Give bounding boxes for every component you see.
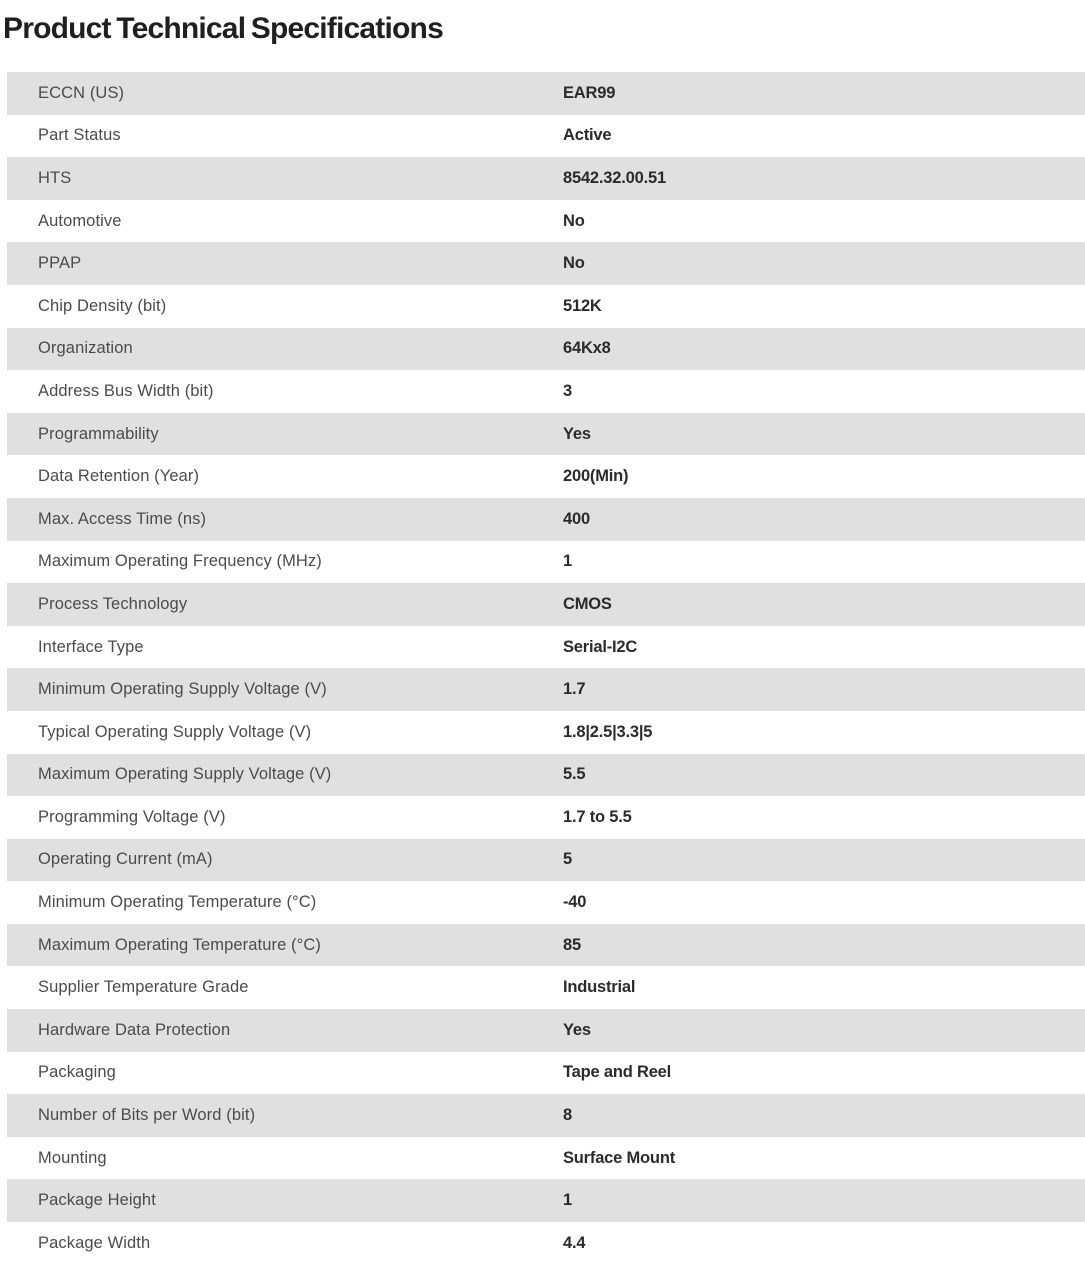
spec-row (7, 583, 1085, 626)
spec-value: 1 (563, 552, 572, 571)
spec-row (7, 370, 1085, 413)
spec-value: 85 (563, 935, 581, 954)
spec-value: EAR99 (563, 83, 616, 102)
spec-label: Typical Operating Supply Voltage (V) (38, 722, 312, 741)
spec-label: Programming Voltage (V) (38, 807, 226, 826)
spec-label: Number of Bits per Word (bit) (38, 1106, 256, 1125)
spec-row (7, 711, 1085, 754)
spec-row (7, 881, 1085, 924)
spec-label: Maximum Operating Temperature (°C) (38, 935, 321, 954)
spec-row (7, 1137, 1085, 1180)
spec-row (7, 1179, 1085, 1222)
spec-label: Supplier Temperature Grade (38, 978, 249, 997)
spec-value: No (563, 254, 585, 273)
spec-row (7, 157, 1085, 200)
spec-label: Part Status (38, 126, 121, 145)
spec-value: Yes (563, 424, 591, 443)
spec-row (7, 1094, 1085, 1137)
spec-label: Address Bus Width (bit) (38, 381, 214, 400)
spec-row (7, 200, 1085, 243)
spec-value: -40 (563, 893, 587, 912)
spec-label: Process Technology (38, 594, 188, 613)
spec-label: Minimum Operating Supply Voltage (V) (38, 680, 327, 699)
spec-row (7, 1052, 1085, 1095)
spec-row (7, 413, 1085, 456)
spec-row (7, 541, 1085, 584)
spec-table (7, 72, 1085, 1265)
spec-label: Interface Type (38, 637, 144, 656)
spec-row (7, 285, 1085, 328)
spec-value: 1 (563, 1191, 572, 1210)
spec-value: 200(Min) (563, 467, 629, 486)
spec-label: Operating Current (mA) (38, 850, 213, 869)
spec-row (7, 1009, 1085, 1052)
spec-row (7, 839, 1085, 882)
spec-label: Maximum Operating Supply Voltage (V) (38, 765, 332, 784)
spec-value: 1.8|2.5|3.3|5 (563, 722, 653, 741)
spec-label: Package Width (38, 1233, 151, 1252)
page-title: Product Technical Specifications (3, 12, 443, 45)
spec-label: Automotive (38, 211, 122, 230)
spec-row (7, 1222, 1085, 1265)
spec-row (7, 966, 1085, 1009)
spec-row (7, 242, 1085, 285)
spec-row (7, 626, 1085, 669)
spec-label: Chip Density (bit) (38, 296, 167, 315)
spec-value: 400 (563, 509, 590, 528)
spec-label: Organization (38, 339, 133, 358)
spec-label: PPAP (38, 254, 82, 273)
spec-label: Minimum Operating Temperature (°C) (38, 893, 317, 912)
spec-value: 8 (563, 1106, 572, 1125)
spec-value: 512K (563, 296, 602, 315)
spec-value: 5.5 (563, 765, 586, 784)
spec-value: Industrial (563, 978, 636, 997)
spec-value: 64Kx8 (563, 339, 611, 358)
spec-row (7, 498, 1085, 541)
spec-row (7, 754, 1085, 797)
spec-row (7, 115, 1085, 158)
spec-label: ECCN (US) (38, 83, 125, 102)
spec-value: Tape and Reel (563, 1063, 672, 1082)
spec-label: Data Retention (Year) (38, 467, 200, 486)
spec-label: Package Height (38, 1191, 156, 1210)
spec-value: Surface Mount (563, 1148, 675, 1167)
spec-value: 3 (563, 381, 572, 400)
spec-value: 8542.32.00.51 (563, 168, 666, 187)
spec-label: Mounting (38, 1148, 107, 1167)
spec-label: Packaging (38, 1063, 116, 1082)
spec-value: No (563, 211, 585, 230)
spec-value: CMOS (563, 594, 612, 613)
spec-value: 5 (563, 850, 572, 869)
spec-row (7, 668, 1085, 711)
spec-label: HTS (38, 168, 72, 187)
spec-value: 1.7 to 5.5 (563, 807, 632, 826)
spec-value: Yes (563, 1020, 591, 1039)
spec-label: Maximum Operating Frequency (MHz) (38, 552, 322, 571)
spec-value: 4.4 (563, 1233, 586, 1252)
spec-row (7, 796, 1085, 839)
spec-value: Active (563, 126, 612, 145)
spec-row (7, 924, 1085, 967)
spec-row (7, 328, 1085, 371)
spec-label: Programmability (38, 424, 159, 443)
spec-label: Max. Access Time (ns) (38, 509, 207, 528)
spec-row (7, 72, 1085, 115)
spec-value: 1.7 (563, 680, 586, 699)
spec-row (7, 455, 1085, 498)
spec-label: Hardware Data Protection (38, 1020, 231, 1039)
spec-value: Serial-I2C (563, 637, 638, 656)
